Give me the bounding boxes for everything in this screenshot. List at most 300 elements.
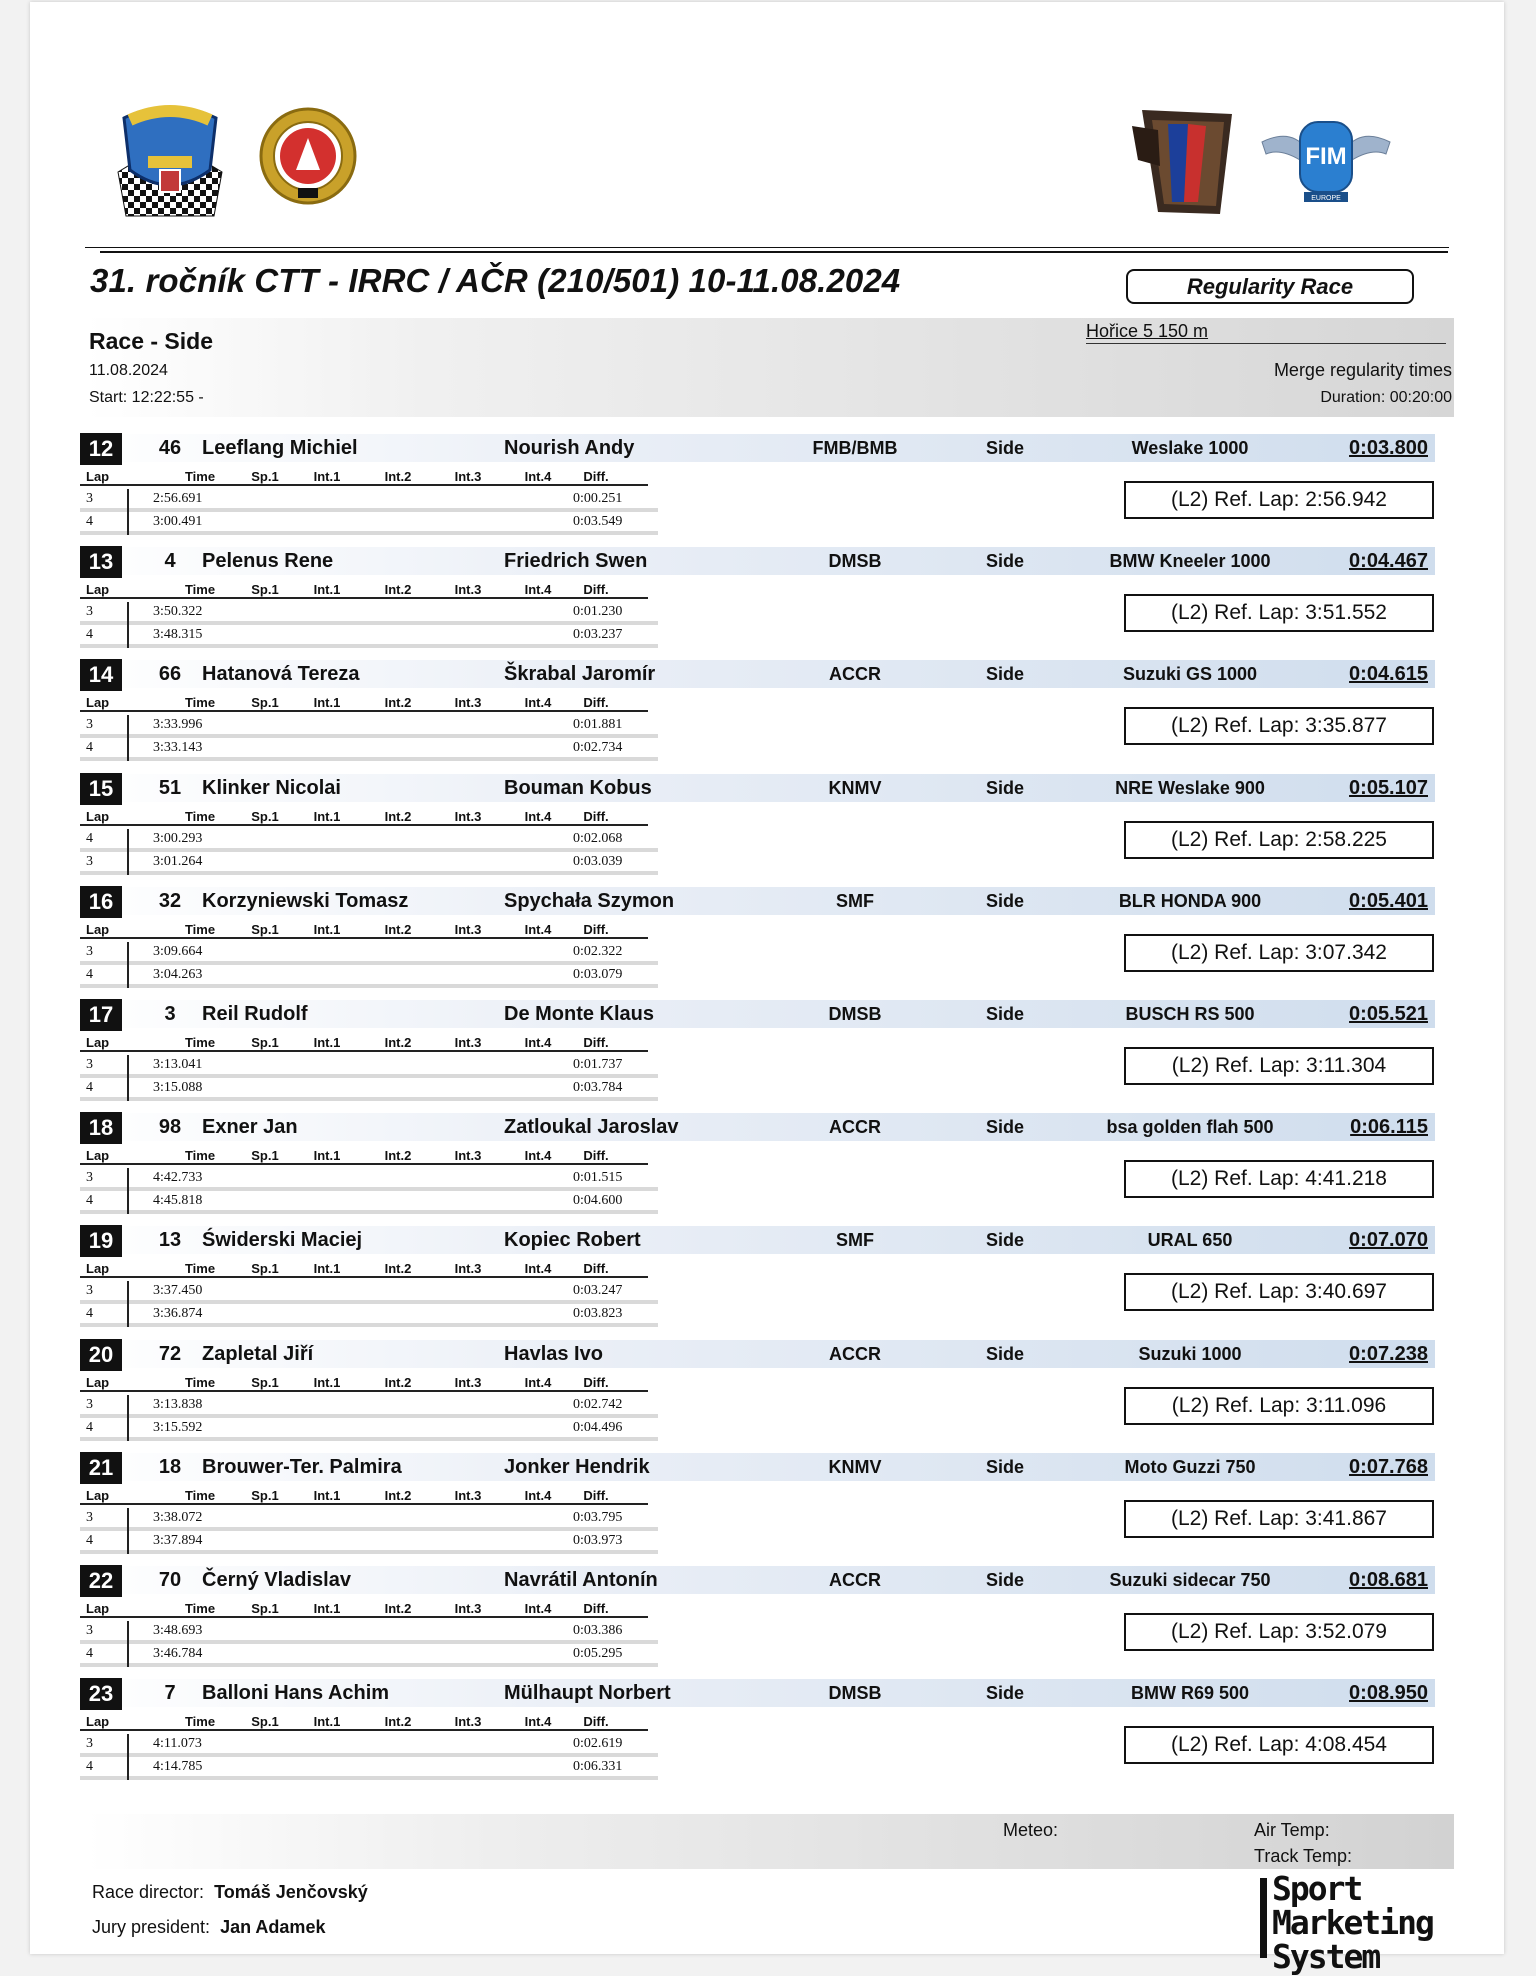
lap-row xyxy=(80,852,658,875)
lap-diff: 0:04.496 xyxy=(573,1419,623,1435)
bike-name: BLR HONDA 900 xyxy=(1118,890,1262,911)
rider-name: Leeflang Michiel xyxy=(202,437,358,459)
lap-col-sp1: Sp.1 xyxy=(251,469,279,484)
start-number: 70 xyxy=(158,1568,182,1591)
class-name: Side xyxy=(985,1343,1024,1364)
merge-note: Merge regularity times xyxy=(1273,360,1452,380)
position-badge: 21 xyxy=(80,1452,122,1484)
rider-name: Hatanová Tereza xyxy=(202,663,360,686)
federation: ACCR xyxy=(829,1569,881,1590)
reference-lap-box: (L2) Ref. Lap: 2:56.942 xyxy=(1124,481,1434,519)
lap-number: 4 xyxy=(86,1759,93,1775)
reference-lap-box: (L2) Ref. Lap: 3:35.877 xyxy=(1124,707,1434,745)
position-badge: 20 xyxy=(80,1339,122,1371)
start-number: 51 xyxy=(158,776,182,799)
result-entry xyxy=(80,887,1450,1000)
automoto-klub-horice-logo xyxy=(110,100,230,218)
lap-col-lap: Lap xyxy=(86,1714,110,1730)
lap-table-header xyxy=(80,1488,648,1505)
lap-col-lap: Lap xyxy=(86,1034,110,1050)
lap-diff: 0:03.549 xyxy=(573,514,623,529)
passenger-name: Nourish Andy xyxy=(504,437,635,459)
bike-name: BMW Kneeler 1000 xyxy=(1109,551,1271,572)
race-director-name: Tomáš Jenčovský xyxy=(214,1882,368,1902)
federation: SMF xyxy=(836,1230,874,1251)
results-list xyxy=(80,434,1450,1792)
lap-table-header xyxy=(80,1601,648,1618)
rider-name: Černý Vladislav xyxy=(202,1568,351,1591)
lap-col-time: Time xyxy=(184,1374,216,1390)
lap-col-diff: Diff. xyxy=(583,1034,609,1050)
lap-number: 4 xyxy=(86,1532,93,1548)
start-number: 46 xyxy=(158,437,182,459)
lap-diff: 0:03.079 xyxy=(573,966,623,982)
lap-col-int3: Int.3 xyxy=(454,1714,482,1730)
lap-col-sp1: Sp.1 xyxy=(251,808,279,824)
total-diff: 0:06.115 xyxy=(1350,1116,1428,1139)
reference-lap-box: (L2) Ref. Lap: 3:07.342 xyxy=(1124,934,1434,972)
header-rule-top xyxy=(85,247,1449,248)
reference-lap-box: (L2) Ref. Lap: 3:40.697 xyxy=(1124,1273,1434,1311)
lap-time: 4:11.073 xyxy=(153,1736,202,1752)
lap-col-lap: Lap xyxy=(86,1148,110,1164)
lap-col-int2: Int.2 xyxy=(384,582,412,598)
lap-col-time: Time xyxy=(184,1261,216,1277)
race-type-badge: Regularity Race xyxy=(1126,269,1414,304)
rider-name: Świderski Maciej xyxy=(202,1229,363,1252)
lap-row xyxy=(80,512,658,535)
lap-col-sp1: Sp.1 xyxy=(251,1487,279,1503)
lap-row xyxy=(80,1418,658,1441)
lap-col-int1: Int.1 xyxy=(313,582,341,598)
passenger-name: Friedrich Swen xyxy=(504,550,648,573)
total-diff: 0:03.800 xyxy=(1349,437,1428,459)
lap-col-diff: Diff. xyxy=(583,469,609,484)
lap-divider xyxy=(127,1508,129,1554)
lap-col-time: Time xyxy=(184,469,216,484)
lap-diff: 0:00.251 xyxy=(573,491,623,506)
lap-time: 3:04.263 xyxy=(153,966,203,982)
lap-col-int2: Int.2 xyxy=(384,695,412,711)
lap-table-header xyxy=(80,922,648,939)
passenger-name: Jonker Hendrik xyxy=(504,1455,650,1478)
total-diff: 0:04.467 xyxy=(1349,550,1428,573)
lap-time: 3:00.293 xyxy=(153,830,203,846)
result-entry xyxy=(80,660,1450,773)
lap-row xyxy=(80,829,658,852)
lap-col-lap: Lap xyxy=(86,469,110,484)
lap-col-int2: Int.2 xyxy=(384,1374,412,1390)
bike-name: Weslake 1000 xyxy=(1131,438,1249,458)
lap-diff: 0:02.742 xyxy=(573,1396,623,1412)
position-badge: 17 xyxy=(80,999,122,1031)
lap-time: 3:46.784 xyxy=(153,1645,203,1661)
reference-lap-box: (L2) Ref. Lap: 4:41.218 xyxy=(1124,1160,1434,1198)
lap-diff: 0:03.823 xyxy=(573,1306,623,1322)
federation: DMSB xyxy=(828,1003,882,1024)
lap-col-time: Time xyxy=(184,582,216,598)
position-badge: 14 xyxy=(80,659,122,691)
session-name: Race - Side xyxy=(89,328,213,354)
lap-diff: 0:03.386 xyxy=(573,1622,623,1638)
class-name: Side xyxy=(985,890,1024,911)
rider-name: Korzyniewski Tomasz xyxy=(202,889,409,912)
bike-name: Suzuki GS 1000 xyxy=(1122,664,1258,685)
position-badge: 16 xyxy=(80,886,122,918)
lap-row xyxy=(80,738,658,761)
lap-col-int1: Int.1 xyxy=(313,1374,341,1390)
rider-name: Brouwer-Ter. Palmira xyxy=(202,1455,402,1478)
lap-col-diff: Diff. xyxy=(583,1148,609,1164)
track-name: Hořice 5 150 m xyxy=(1086,321,1446,344)
meteo-label: Meteo: xyxy=(1003,1820,1059,1840)
lap-col-time: Time xyxy=(184,808,216,824)
lap-divider xyxy=(127,1281,129,1327)
start-number: 32 xyxy=(158,889,182,912)
lap-col-int3: Int.3 xyxy=(454,695,482,711)
lap-number: 3 xyxy=(86,1622,93,1638)
lap-col-int1: Int.1 xyxy=(313,1261,341,1277)
passenger-name: Havlas Ivo xyxy=(504,1342,603,1365)
position-badge: 15 xyxy=(80,773,122,805)
lap-table-header xyxy=(80,1375,648,1392)
lap-col-int1: Int.1 xyxy=(313,469,341,484)
federation: FMB/BMB xyxy=(812,438,898,458)
position-badge: 19 xyxy=(80,1225,122,1257)
bike-name: Suzuki 1000 xyxy=(1138,1343,1242,1364)
lap-time: 3:37.450 xyxy=(153,1283,203,1299)
lap-col-diff: Diff. xyxy=(583,1487,609,1503)
header-rule-bottom xyxy=(100,251,1448,253)
lap-table-header xyxy=(80,695,648,712)
lap-col-int2: Int.2 xyxy=(384,1487,412,1503)
class-name: Side xyxy=(985,777,1024,798)
total-diff: 0:05.107 xyxy=(1349,776,1428,799)
passenger-name: Spychała Szymon xyxy=(504,889,675,912)
lap-table-header xyxy=(80,1035,648,1052)
lap-col-int2: Int.2 xyxy=(384,1148,412,1164)
lap-row xyxy=(80,602,658,625)
lap-number: 3 xyxy=(86,604,93,620)
lap-diff: 0:03.973 xyxy=(573,1532,623,1548)
result-entry xyxy=(80,1000,1450,1113)
reference-lap-box: (L2) Ref. Lap: 2:58.225 xyxy=(1124,821,1434,859)
reference-lap-box: (L2) Ref. Lap: 4:08.454 xyxy=(1124,1726,1434,1764)
lap-col-sp1: Sp.1 xyxy=(251,921,279,937)
total-diff: 0:08.950 xyxy=(1349,1682,1428,1705)
lap-col-lap: Lap xyxy=(86,1600,110,1616)
lap-time: 3:37.894 xyxy=(153,1532,203,1548)
total-diff: 0:07.768 xyxy=(1349,1455,1428,1478)
start-number: 18 xyxy=(158,1455,182,1478)
lap-col-diff: Diff. xyxy=(583,582,609,598)
session-duration: Duration: 00:20:00 xyxy=(1320,389,1452,406)
lap-time: 3:33.996 xyxy=(153,717,203,733)
lap-col-int4: Int.4 xyxy=(524,695,552,711)
lap-number: 4 xyxy=(86,1645,93,1661)
lap-time: 4:45.818 xyxy=(153,1193,203,1209)
lap-col-int1: Int.1 xyxy=(313,1034,341,1050)
sport-marketing-system-logo xyxy=(1256,1869,1456,1976)
reference-lap-box: (L2) Ref. Lap: 3:51.552 xyxy=(1124,594,1434,632)
lap-col-sp1: Sp.1 xyxy=(251,1148,279,1164)
lap-number: 4 xyxy=(86,1079,93,1095)
class-name: Side xyxy=(985,1569,1024,1590)
lap-number: 4 xyxy=(86,830,93,846)
lap-diff: 0:04.600 xyxy=(573,1193,623,1209)
result-entry xyxy=(80,774,1450,887)
lap-time: 4:14.785 xyxy=(153,1759,203,1775)
lap-number: 4 xyxy=(86,514,93,529)
lap-col-time: Time xyxy=(184,1714,216,1730)
lap-number: 3 xyxy=(86,853,93,869)
lap-row xyxy=(80,1281,658,1304)
class-name: Side xyxy=(985,551,1024,572)
lap-diff: 0:02.068 xyxy=(573,830,623,846)
lap-col-lap: Lap xyxy=(86,695,110,711)
lap-number: 3 xyxy=(86,1170,93,1186)
fim-europe-logo xyxy=(1260,118,1392,204)
bike-name: BUSCH RS 500 xyxy=(1125,1003,1255,1024)
lap-time: 3:36.874 xyxy=(153,1306,203,1322)
federation: ACCR xyxy=(829,664,881,685)
lap-number: 4 xyxy=(86,966,93,982)
lap-col-int4: Int.4 xyxy=(524,1374,552,1390)
passenger-name: Zatloukal Jaroslav xyxy=(504,1116,679,1139)
lap-diff: 0:01.737 xyxy=(573,1056,623,1072)
lap-time: 3:00.491 xyxy=(153,514,203,529)
lap-table-header xyxy=(80,469,648,486)
lap-row xyxy=(80,1757,658,1780)
passenger-name: Navrátil Antonín xyxy=(504,1568,658,1591)
lap-col-sp1: Sp.1 xyxy=(251,695,279,711)
lap-col-int3: Int.3 xyxy=(454,1600,482,1616)
lap-time: 3:38.072 xyxy=(153,1509,203,1525)
federation: SMF xyxy=(836,890,874,911)
lap-number: 3 xyxy=(86,1396,93,1412)
lap-col-lap: Lap xyxy=(86,1374,110,1390)
jury-president-label: Jury president: xyxy=(92,1917,211,1937)
lap-col-int4: Int.4 xyxy=(524,1148,552,1164)
lap-row xyxy=(80,1168,658,1191)
total-diff: 0:07.238 xyxy=(1349,1342,1428,1365)
jury-president xyxy=(92,1917,325,1938)
race-director-label: Race director: xyxy=(92,1882,205,1902)
start-number: 72 xyxy=(158,1342,182,1365)
class-name: Side xyxy=(985,438,1024,458)
bike-name: URAL 650 xyxy=(1147,1230,1233,1251)
lap-divider xyxy=(127,1621,129,1667)
lap-row xyxy=(80,942,658,965)
lap-col-time: Time xyxy=(184,1148,216,1164)
lap-col-int4: Int.4 xyxy=(524,808,552,824)
start-number: 98 xyxy=(158,1116,182,1139)
lap-time: 3:48.693 xyxy=(153,1622,203,1638)
lap-number: 3 xyxy=(86,943,93,959)
lap-table-header xyxy=(80,582,648,599)
lap-diff: 0:03.039 xyxy=(573,853,623,869)
session-date: 11.08.2024 xyxy=(89,362,168,379)
class-name: Side xyxy=(985,1683,1024,1704)
federation: ACCR xyxy=(829,1117,881,1138)
lap-divider xyxy=(127,1055,129,1101)
lap-col-diff: Diff. xyxy=(583,921,609,937)
lap-col-sp1: Sp.1 xyxy=(251,1714,279,1730)
federation: DMSB xyxy=(828,1683,882,1704)
lap-col-lap: Lap xyxy=(86,582,110,598)
lap-time: 3:48.315 xyxy=(153,627,203,643)
lap-row xyxy=(80,1078,658,1101)
lap-col-int2: Int.2 xyxy=(384,1261,412,1277)
bike-name: bsa golden flah 500 xyxy=(1106,1117,1274,1138)
lap-number: 4 xyxy=(86,1193,93,1209)
lap-col-int1: Int.1 xyxy=(313,1714,341,1730)
lap-diff: 0:03.795 xyxy=(573,1509,623,1525)
lap-divider xyxy=(127,715,129,761)
lap-col-int4: Int.4 xyxy=(524,1034,552,1050)
lap-col-int3: Int.3 xyxy=(454,1034,482,1050)
lap-row xyxy=(80,715,658,738)
lap-col-time: Time xyxy=(184,921,216,937)
class-name: Side xyxy=(985,1003,1024,1024)
total-diff: 0:07.070 xyxy=(1349,1229,1428,1252)
passenger-name: Bouman Kobus xyxy=(504,776,652,799)
sms-logo-text: Sport Marketing System xyxy=(1272,1869,1433,1976)
lap-diff: 0:03.784 xyxy=(573,1079,623,1095)
lap-divider xyxy=(127,1734,129,1780)
passenger-name: Kopiec Robert xyxy=(504,1229,641,1252)
lap-row xyxy=(80,1644,658,1667)
lap-row xyxy=(80,625,658,648)
lap-col-int1: Int.1 xyxy=(313,1148,341,1164)
lap-number: 3 xyxy=(86,1509,93,1525)
lap-col-lap: Lap xyxy=(86,808,110,824)
lap-col-int4: Int.4 xyxy=(524,1714,552,1730)
result-entry xyxy=(80,1679,1450,1792)
lap-col-int4: Int.4 xyxy=(524,1261,552,1277)
lap-divider xyxy=(127,942,129,988)
start-number: 13 xyxy=(158,1229,182,1252)
lap-divider xyxy=(127,1168,129,1214)
lap-col-time: Time xyxy=(184,695,216,711)
position-badge: 22 xyxy=(80,1565,122,1597)
lap-col-int2: Int.2 xyxy=(384,1034,412,1050)
air-temp-label: Air Temp: xyxy=(1254,1820,1330,1840)
rider-name: Reil Rudolf xyxy=(202,1002,308,1025)
lap-divider xyxy=(127,1395,129,1441)
lap-diff: 0:05.295 xyxy=(573,1645,623,1661)
lap-row xyxy=(80,489,658,512)
autoklub-cr-logo xyxy=(258,106,358,206)
position-badge: 13 xyxy=(80,546,122,578)
lap-row xyxy=(80,1508,658,1531)
lap-col-diff: Diff. xyxy=(583,808,609,824)
start-number: 66 xyxy=(158,663,182,686)
reference-lap-box: (L2) Ref. Lap: 3:52.079 xyxy=(1124,1613,1434,1651)
total-diff: 0:05.521 xyxy=(1349,1002,1428,1025)
federation: KNMV xyxy=(828,1456,882,1477)
lap-col-diff: Diff. xyxy=(583,1374,609,1390)
ctt-logo xyxy=(1128,106,1236,216)
lap-table-header xyxy=(80,1714,648,1731)
lap-row xyxy=(80,1304,658,1327)
lap-col-int2: Int.2 xyxy=(384,1714,412,1730)
lap-col-time: Time xyxy=(184,1600,216,1616)
result-entry xyxy=(80,547,1450,660)
result-entry xyxy=(80,1113,1450,1226)
event-title: 31. ročník CTT - IRRC / AČR (210/501) 10-11.08.2024 xyxy=(90,262,901,299)
position-badge: 23 xyxy=(80,1678,122,1710)
lap-time: 3:01.264 xyxy=(153,853,203,869)
lap-col-sp1: Sp.1 xyxy=(251,1374,279,1390)
rider-name: Klinker Nicolai xyxy=(202,776,341,799)
lap-table-header xyxy=(80,1148,648,1165)
lap-col-int1: Int.1 xyxy=(313,808,341,824)
lap-col-time: Time xyxy=(184,1487,216,1503)
lap-col-int3: Int.3 xyxy=(454,469,482,484)
lap-number: 4 xyxy=(86,1306,93,1322)
lap-col-int2: Int.2 xyxy=(384,469,412,484)
lap-col-diff: Diff. xyxy=(583,1600,609,1616)
lap-table-header xyxy=(80,809,648,826)
passenger-name: Škrabal Jaromír xyxy=(504,663,656,686)
lap-col-diff: Diff. xyxy=(583,695,609,711)
lap-number: 4 xyxy=(86,740,93,756)
lap-col-int3: Int.3 xyxy=(454,808,482,824)
position-badge: 18 xyxy=(80,1112,122,1144)
result-entry xyxy=(80,1340,1450,1453)
lap-divider xyxy=(127,602,129,648)
rider-name: Zapletal Jiří xyxy=(202,1342,314,1365)
class-name: Side xyxy=(985,1456,1024,1477)
race-director xyxy=(92,1882,368,1903)
result-entry xyxy=(80,1226,1450,1339)
lap-row xyxy=(80,965,658,988)
lap-col-sp1: Sp.1 xyxy=(251,1034,279,1050)
lap-time: 3:13.041 xyxy=(153,1056,203,1072)
reference-lap-box: (L2) Ref. Lap: 3:11.304 xyxy=(1124,1047,1434,1085)
jury-president-name: Jan Adamek xyxy=(220,1917,326,1937)
lap-time: 3:15.592 xyxy=(153,1419,203,1435)
lap-divider xyxy=(127,829,129,875)
lap-col-lap: Lap xyxy=(86,1487,110,1503)
federation: DMSB xyxy=(828,551,882,572)
lap-col-int3: Int.3 xyxy=(454,1374,482,1390)
lap-col-time: Time xyxy=(184,1034,216,1050)
svg-text:FIM: FIM xyxy=(1305,143,1347,170)
lap-row xyxy=(80,1191,658,1214)
lap-diff: 0:03.247 xyxy=(573,1283,623,1299)
lap-col-int1: Int.1 xyxy=(313,921,341,937)
lap-time: 3:15.088 xyxy=(153,1079,203,1095)
reference-lap-box: (L2) Ref. Lap: 3:41.867 xyxy=(1124,1500,1434,1538)
lap-col-sp1: Sp.1 xyxy=(251,1600,279,1616)
rider-name: Exner Jan xyxy=(202,1116,298,1139)
footer-band xyxy=(86,1814,1454,1869)
class-name: Side xyxy=(985,1117,1024,1138)
total-diff: 0:08.681 xyxy=(1349,1568,1428,1591)
lap-col-int1: Int.1 xyxy=(313,695,341,711)
lap-row xyxy=(80,1734,658,1757)
lap-col-int3: Int.3 xyxy=(454,582,482,598)
lap-divider xyxy=(127,489,129,535)
lap-col-int1: Int.1 xyxy=(313,1600,341,1616)
lap-diff: 0:01.230 xyxy=(573,604,623,620)
lap-col-sp1: Sp.1 xyxy=(251,1261,279,1277)
lap-diff: 0:01.881 xyxy=(573,717,623,733)
track-temp-label: Track Temp: xyxy=(1254,1846,1353,1866)
lap-number: 3 xyxy=(86,717,93,733)
